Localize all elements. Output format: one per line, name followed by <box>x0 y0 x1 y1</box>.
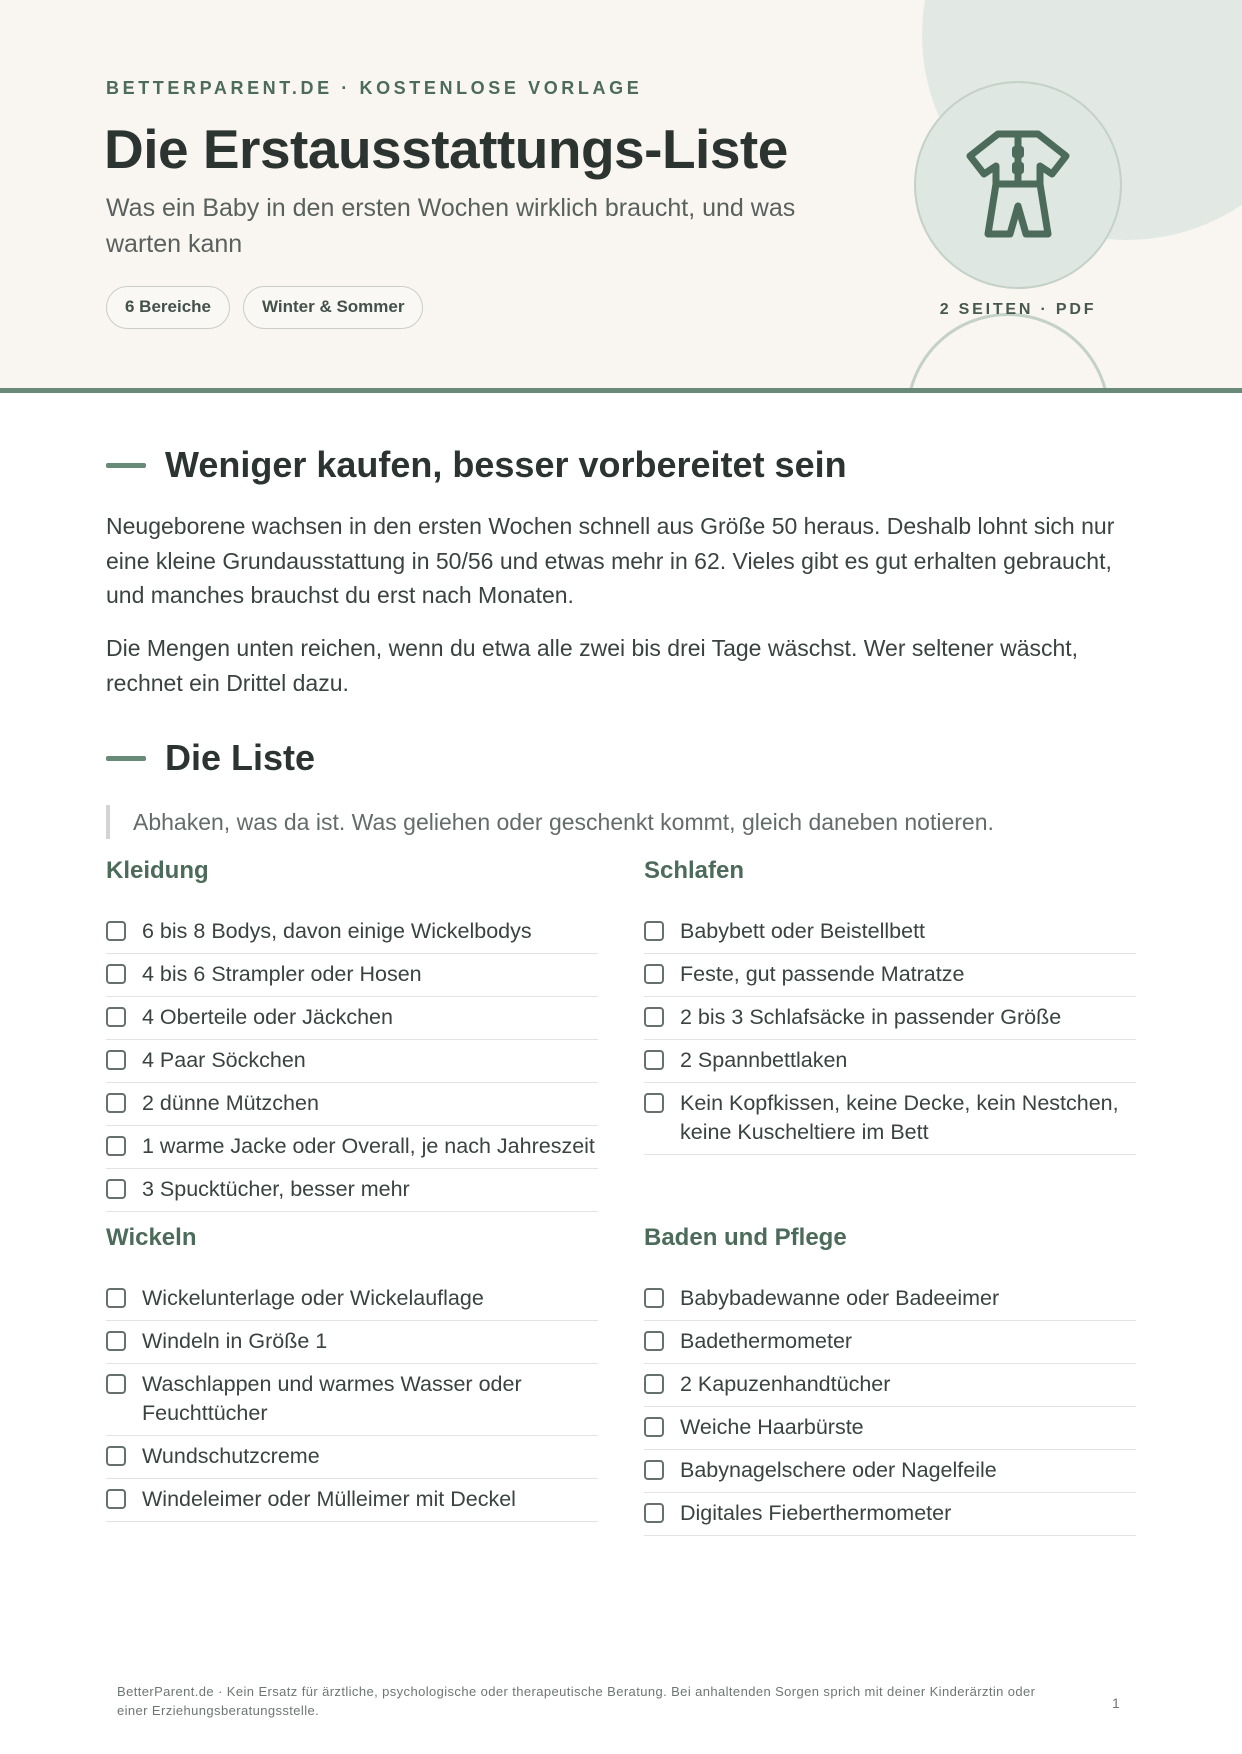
checklist-item[interactable] <box>106 954 598 997</box>
checklist-item[interactable] <box>644 1450 1136 1493</box>
checklist-item[interactable] <box>644 1321 1136 1364</box>
checklist-item[interactable] <box>644 1493 1136 1536</box>
section-heading-intro <box>106 444 847 486</box>
checkbox[interactable] <box>644 1007 664 1027</box>
checklist <box>644 1278 1136 1536</box>
checkbox[interactable] <box>644 1460 664 1480</box>
checklist-item[interactable] <box>644 1364 1136 1407</box>
group-title: Baden und Pflege <box>644 1224 847 1251</box>
checklist-item[interactable] <box>644 1083 1136 1155</box>
checkbox[interactable] <box>644 964 664 984</box>
item-label: Kein Kopfkissen, keine Decke, kein Nestchen, keine Kuscheltiere im Bett <box>680 1091 1119 1144</box>
item-label: 2 bis 3 Schlafsäcke in passender Größe <box>680 1005 1062 1029</box>
page-number: 1 <box>1112 1695 1120 1711</box>
checklist-item[interactable] <box>106 1040 598 1083</box>
section-title: Weniger kaufen, besser vorbereitet sein <box>165 444 847 485</box>
item-label: 4 Paar Söckchen <box>142 1048 306 1072</box>
section-heading-list <box>106 737 315 779</box>
item-label: Digitales Fieberthermometer <box>680 1501 952 1525</box>
header-banner <box>0 0 1242 390</box>
checkbox[interactable] <box>106 1050 126 1070</box>
checkbox[interactable] <box>106 1007 126 1027</box>
badge-label: 2 SEITEN · PDF <box>939 301 1097 318</box>
checklist-item[interactable] <box>644 1040 1136 1083</box>
header-divider <box>0 388 1242 393</box>
item-label: Badethermometer <box>680 1329 853 1353</box>
group-title: Kleidung <box>106 857 209 884</box>
page-title: Die Erstausstattungs-Liste <box>104 118 788 180</box>
page-subtitle: Was ein Baby in den ersten Wochen wirklich braucht, und was warten kann <box>106 194 796 258</box>
checklist-item[interactable] <box>106 1278 598 1321</box>
checkbox[interactable] <box>106 1136 126 1156</box>
item-label: 3 Spucktücher, besser mehr <box>142 1177 410 1201</box>
item-label: Babybadewanne oder Badeeimer <box>680 1286 1000 1310</box>
checklist-item[interactable] <box>106 1364 598 1436</box>
checkbox[interactable] <box>106 1179 126 1199</box>
checkbox[interactable] <box>644 1288 664 1308</box>
checklist-item[interactable] <box>106 911 598 954</box>
checkbox[interactable] <box>644 1503 664 1523</box>
checklist-item[interactable] <box>644 997 1136 1040</box>
item-label: Wundschutzcreme <box>142 1444 320 1468</box>
checklist-item[interactable] <box>106 1169 598 1212</box>
item-label: 1 warme Jacke oder Overall, je nach Jahreszeit <box>142 1134 595 1158</box>
checklist-item[interactable] <box>644 911 1136 954</box>
item-label: Wickelunterlage oder Wickelauflage <box>142 1286 484 1310</box>
checkbox[interactable] <box>644 921 664 941</box>
checklist <box>644 911 1136 1155</box>
tag-pills <box>106 286 423 329</box>
intro-paragraph: Neugeborene wachsen in den ersten Wochen schnell aus Größe 50 heraus. Deshalb lohnt sich nur eine kleine Grundausstattung in 50/56 und etwas mehr in 62. Vieles gibt es gut erhalten gebraucht, und manches brauchst du erst nach Monaten. <box>106 513 1115 608</box>
checklist-item[interactable] <box>106 1479 598 1522</box>
footer-disclaimer: BetterParent.de · Kein Ersatz für ärztliche, psychologische oder therapeutische Beratung. Bei anhaltenden Sorgen sprich mit deiner Kinderärztin oder einer Erziehungsberatungsstelle. <box>117 1684 1036 1718</box>
group-baden-und-pflege <box>644 1224 1136 1536</box>
checkbox[interactable] <box>106 1331 126 1351</box>
intro-paragraph: Die Mengen unten reichen, wenn du etwa alle zwei bis drei Tage wäschst. Wer seltener wäscht, rechnet ein Drittel dazu. <box>106 635 1079 696</box>
checkbox[interactable] <box>106 964 126 984</box>
item-label: Babybett oder Beistellbett <box>680 919 926 943</box>
heading-dash <box>106 756 146 761</box>
checklist-item[interactable] <box>106 1126 598 1169</box>
badge-ring <box>906 313 1110 390</box>
item-label: Feste, gut passende Matratze <box>680 962 965 986</box>
group-title: Wickeln <box>106 1224 197 1251</box>
checklist-item[interactable] <box>644 954 1136 997</box>
checkbox[interactable] <box>644 1093 664 1113</box>
checkbox[interactable] <box>644 1374 664 1394</box>
group-wickeln <box>106 1224 598 1522</box>
item-label: 2 dünne Mützchen <box>142 1091 319 1115</box>
checkbox[interactable] <box>644 1050 664 1070</box>
checklist-item[interactable] <box>106 1436 598 1479</box>
checklist <box>106 911 598 1212</box>
callout-note: Abhaken, was da ist. Was geliehen oder geschenkt kommt, gleich daneben notieren. <box>106 805 994 839</box>
group-title: Schlafen <box>644 857 745 884</box>
checklist <box>106 1278 598 1522</box>
group-kleidung <box>106 857 598 1212</box>
checkbox[interactable] <box>644 1331 664 1351</box>
checkbox[interactable] <box>106 1288 126 1308</box>
checkbox[interactable] <box>106 1489 126 1509</box>
checkbox[interactable] <box>644 1417 664 1437</box>
tag-pill: Winter & Sommer <box>243 286 423 329</box>
group-schlafen <box>644 857 1136 1155</box>
item-label: 4 bis 6 Strampler oder Hosen <box>142 962 422 986</box>
checkbox[interactable] <box>106 1093 126 1113</box>
item-label: 2 Kapuzenhandtücher <box>680 1372 891 1396</box>
item-label: Waschlappen und warmes Wasser oder Feuchttücher <box>142 1372 522 1425</box>
eyebrow-text: BETTERPARENT.DE · KOSTENLOSE VORLAGE <box>106 78 643 98</box>
item-label: 6 bis 8 Bodys, davon einige Wickelbodys <box>142 919 532 943</box>
checklist-item[interactable] <box>106 1321 598 1364</box>
checklist-item[interactable] <box>106 997 598 1040</box>
checklist-item[interactable] <box>644 1407 1136 1450</box>
item-label: 4 Oberteile oder Jäckchen <box>142 1005 393 1029</box>
checklist-item[interactable] <box>106 1083 598 1126</box>
item-label: Babynagelschere oder Nagelfeile <box>680 1458 997 1482</box>
checkbox[interactable] <box>106 1446 126 1466</box>
item-label: Windeln in Größe 1 <box>142 1329 328 1353</box>
tag-pill: 6 Bereiche <box>106 286 230 329</box>
section-title: Die Liste <box>165 737 316 778</box>
checkbox[interactable] <box>106 1374 126 1394</box>
checklist-item[interactable] <box>644 1278 1136 1321</box>
baby-clothes-icon <box>960 126 1076 242</box>
item-label: Weiche Haarbürste <box>680 1415 864 1439</box>
item-label: 2 Spannbettlaken <box>680 1048 848 1072</box>
heading-dash <box>106 463 146 468</box>
item-label: Windeleimer oder Mülleimer mit Deckel <box>142 1487 516 1511</box>
checkbox[interactable] <box>106 921 126 941</box>
